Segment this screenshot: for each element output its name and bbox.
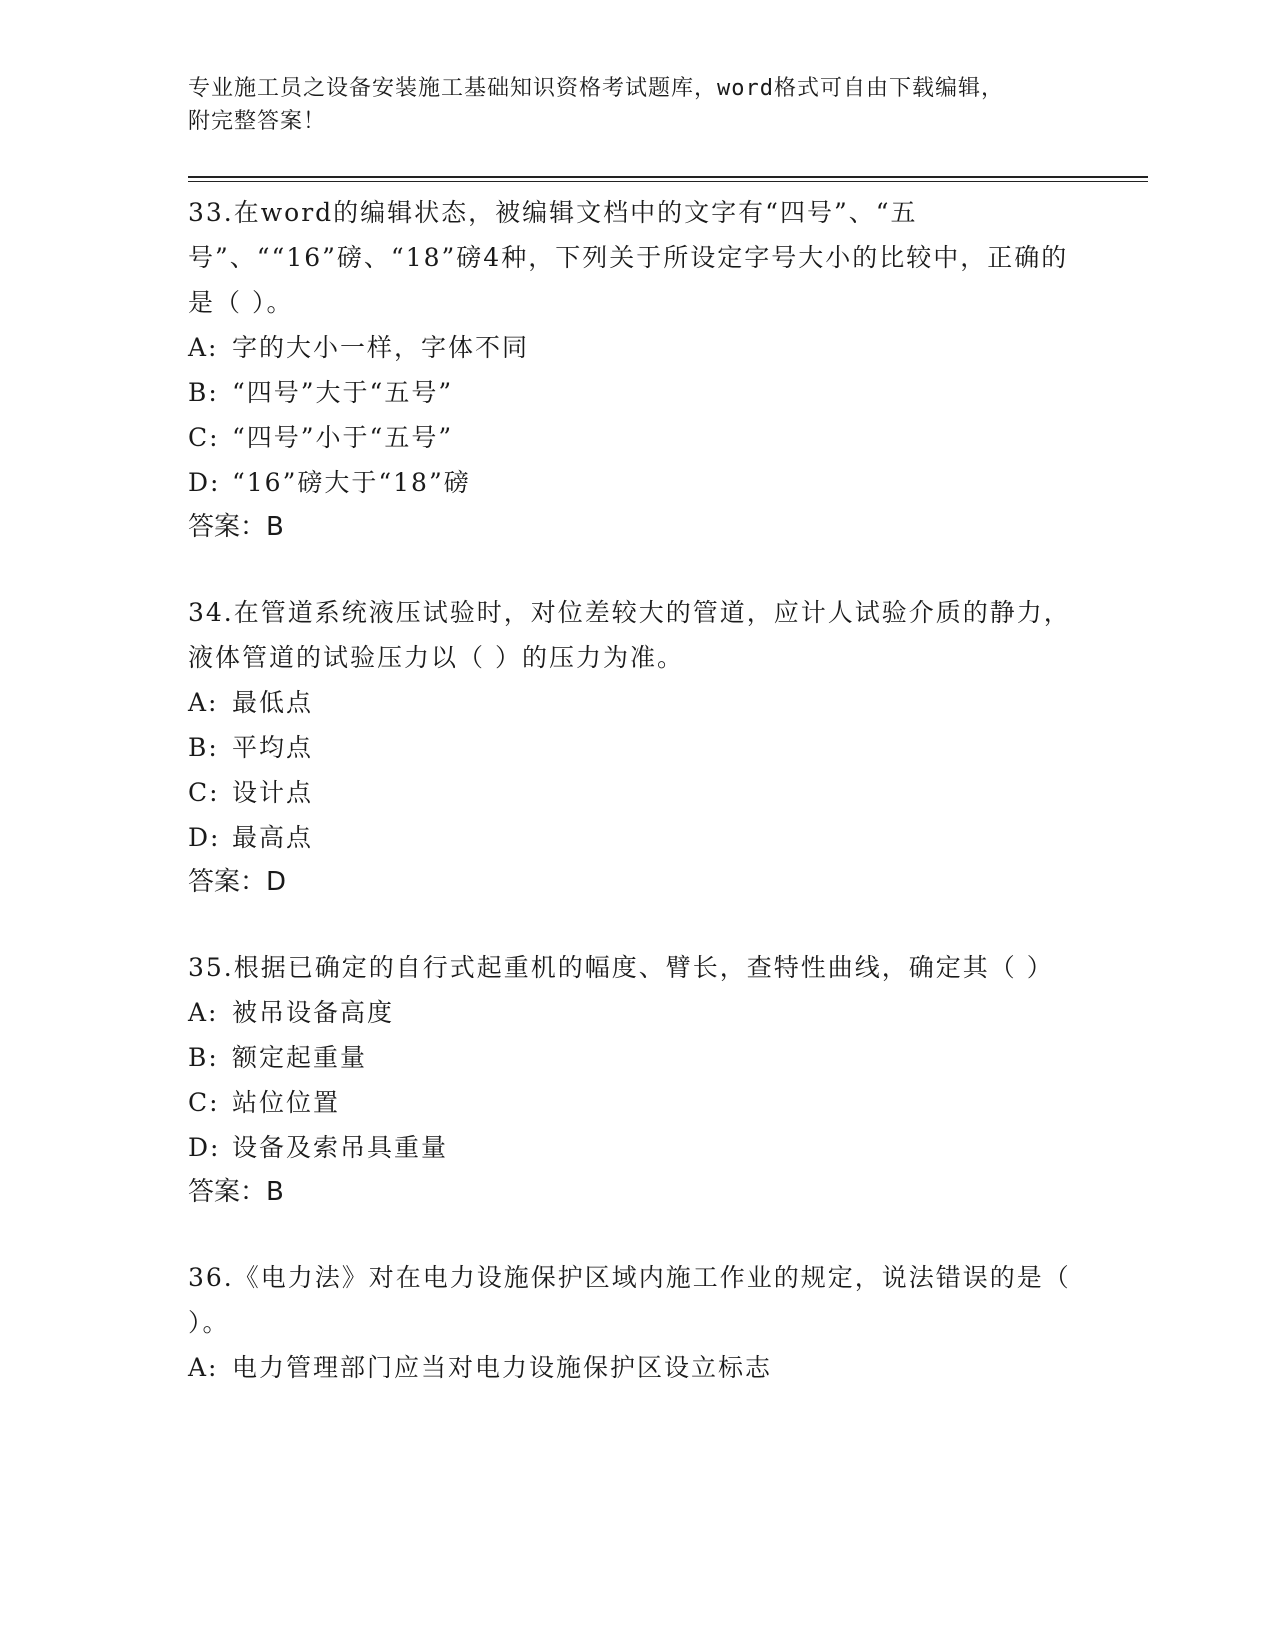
option-text: “四号”小于“五号” [232, 423, 454, 452]
option-text: 最高点 [232, 823, 314, 852]
option-letter: B: [188, 378, 219, 407]
option-c [188, 415, 1088, 460]
option-text: 设备及索吊具重量 [232, 1133, 449, 1162]
option-b [188, 370, 1088, 415]
option-d [188, 815, 1088, 860]
option-c [188, 770, 1088, 815]
option-letter: A: [188, 1353, 219, 1382]
option-text: 字的大小一样，字体不同 [232, 333, 530, 362]
question-33 [188, 190, 1088, 550]
question-list [188, 190, 1088, 1430]
option-text: 最低点 [232, 688, 314, 717]
question-stem: 34.在管道系统液压试验时，对位差较大的管道，应计人试验介质的静力，液体管道的试验压力以（ ）的压力为准。 [188, 598, 1071, 672]
header-intro-line1: 专业施工员之设备安装施工基础知识资格考试题库，word格式可自由下载编辑， [188, 76, 1004, 101]
answer-line: 答案：B [188, 1177, 284, 1207]
option-letter: A: [188, 688, 219, 717]
header-divider-thin [188, 181, 1148, 182]
option-letter: C: [188, 778, 220, 807]
option-letter: A: [188, 998, 219, 1027]
option-letter: C: [188, 1088, 220, 1117]
option-d [188, 460, 1088, 505]
option-letter: D: [188, 1133, 221, 1162]
answer-line: 答案：B [188, 512, 284, 542]
option-text: “四号”大于“五号” [232, 378, 454, 407]
option-text: 站位位置 [232, 1088, 341, 1117]
option-text: 平均点 [232, 733, 314, 762]
document-header [188, 72, 1068, 138]
question-stem: 36.《电力法》对在电力设施保护区域内施工作业的规定，说法错误的是（ ）。 [188, 1263, 1071, 1337]
answer-line: 答案：D [188, 867, 287, 897]
option-letter: B: [188, 733, 219, 762]
option-b [188, 725, 1088, 770]
option-d [188, 1125, 1088, 1170]
question-stem: 33.在word的编辑状态，被编辑文档中的文字有“四号”、“五号”、““16”磅、“18”磅4种，下列关于所设定字号大小的比较中，正确的是（ ）。 [188, 198, 1069, 317]
option-text: “16”磅大于“18”磅 [232, 468, 471, 497]
option-a [188, 990, 1088, 1035]
option-letter: A: [188, 333, 219, 362]
option-text: 额定起重量 [232, 1043, 368, 1072]
option-b [188, 1035, 1088, 1080]
question-36 [188, 1255, 1088, 1390]
option-text: 被吊设备高度 [232, 998, 395, 1027]
header-divider-thick [188, 176, 1148, 178]
header-intro-line2: 附完整答案！ [188, 109, 327, 134]
option-letter: D: [188, 823, 221, 852]
question-35 [188, 945, 1088, 1215]
option-a [188, 325, 1088, 370]
option-letter: B: [188, 1043, 219, 1072]
option-text: 设计点 [232, 778, 314, 807]
option-a [188, 680, 1088, 725]
option-letter: C: [188, 423, 220, 452]
option-text: 电力管理部门应当对电力设施保护区设立标志 [232, 1353, 773, 1382]
option-c [188, 1080, 1088, 1125]
option-a [188, 1345, 1088, 1390]
question-stem: 35.根据已确定的自行式起重机的幅度、臂长，查特性曲线，确定其（ ） [188, 953, 1054, 982]
question-34 [188, 590, 1088, 905]
option-letter: D: [188, 468, 221, 497]
